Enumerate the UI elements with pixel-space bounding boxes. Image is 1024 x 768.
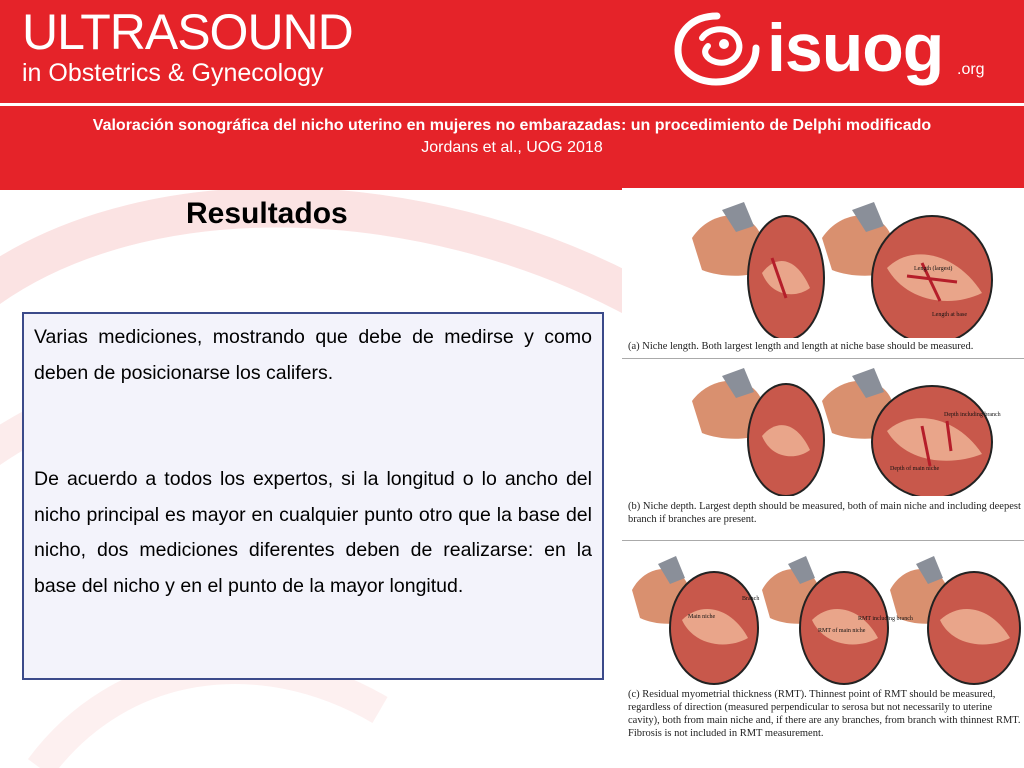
uterus-diagram-a1 [692, 202, 824, 338]
journal-title: ULTRASOUND [22, 4, 353, 60]
panel-b-illustration [622, 366, 1024, 496]
figure-panel-b [622, 366, 1024, 538]
article-title: Valoración sonográfica del nicho uterino en mujeres no embarazadas: un procedimiento de Delphi modificado [92, 117, 932, 134]
figure-panel-a [622, 198, 1024, 358]
figure-label: Length at base [932, 312, 967, 318]
journal-header [0, 0, 1024, 103]
panel-separator [622, 540, 1024, 541]
isuog-emblem-icon [672, 8, 762, 88]
panel-a-caption: (a) Niche length. Both largest length and length at niche base should be measured. [628, 341, 974, 352]
logo-wordmark: isuog [767, 10, 944, 86]
niche-measurement-figure [622, 188, 1024, 768]
uterus-diagram-b2 [822, 368, 992, 496]
section-heading: Resultados [186, 197, 348, 230]
panel-separator [622, 358, 1024, 359]
article-citation: Jordans et al., UOG 2018 [421, 139, 603, 156]
panel-b-caption: (b) Niche depth. Largest depth should be measured, both of main niche and including deepest branch if branches are present. [628, 501, 1021, 525]
journal-subtitle: in Obstetrics & Gynecology [22, 59, 324, 87]
uterus-diagram-b1 [692, 368, 824, 496]
panel-c-caption: (c) Residual myometrial thickness (RMT). Thinnest point of RMT should be measured, regardless of direction (measured perpendicular to serosa but not necessarily to uterine cavity), both from main niche and, if there are any branches, from branch with thinnest RMT. Fibrosis is not included in RMT measurement. [628, 689, 1021, 739]
paragraph-measurements: Varias mediciones, mostrando que debe de medirse y como deben de posicionarse los califers. [34, 326, 592, 384]
panel-c-illustration [622, 550, 1024, 685]
logo-domain: .org [957, 61, 985, 78]
isuog-logo [672, 8, 1002, 94]
figure-label: Depth including branch [944, 412, 1001, 418]
figure-label: RMT including branch [858, 616, 913, 622]
figure-panel-c [622, 550, 1024, 766]
results-text-box [22, 312, 604, 680]
figure-label: Branch [742, 596, 760, 602]
article-banner [0, 106, 1024, 190]
uterus-diagram-c1 [632, 556, 758, 684]
figure-label: Main niche [688, 614, 716, 620]
panel-a-illustration [622, 198, 1024, 338]
paragraph-expert-consensus: De acuerdo a todos los expertos, si la longitud o lo ancho del nicho principal es mayor en cualquier punto otro que la base del nicho, dos mediciones diferentes deben de realizarse: en la base del nicho y en el punto de la mayor longitud. [34, 468, 592, 597]
figure-label: RMT of main niche [818, 628, 866, 634]
figure-label: Length (largest) [914, 266, 953, 272]
figure-label: Depth of main niche [890, 466, 940, 472]
